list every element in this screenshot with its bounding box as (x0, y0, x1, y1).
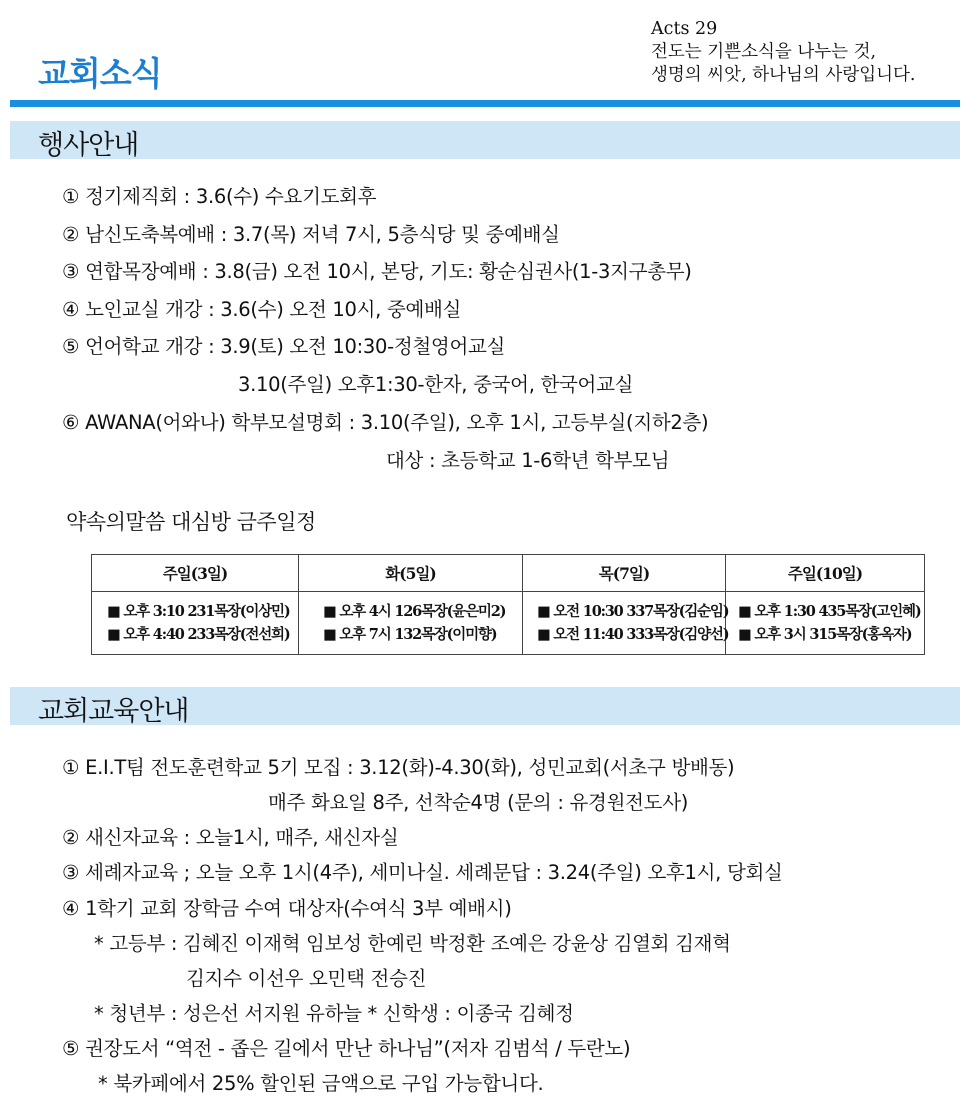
schedule-entry: ■ 오후 4시 126목장(윤은미2) (323, 603, 506, 620)
education-item-3: ③ 세례자교육 ; 오늘 오후 1시(4주), 세미나실. 세례문답 : 3.24(주일) 오후1시, 당회실 (62, 861, 783, 884)
schedule-body-row (92, 592, 925, 655)
schedule-day-header: 주일(3일) (92, 555, 299, 592)
page-title: 교회소식 (38, 54, 162, 93)
schedule-cell (726, 592, 925, 655)
schedule-entry: ■ 오후 1:30 435목장(고인혜) (738, 603, 921, 620)
motto-line-2: 생명의 씨앗, 하나님의 사랑입니다. (651, 65, 916, 85)
schedule-entry: ■ 오후 7시 132목장(이미향) (323, 626, 497, 643)
book-discount-note: * 북카페에서 25% 할인된 금액으로 구입 가능합니다. (98, 1072, 544, 1095)
education-item-1: ① E.I.T팀 전도훈련학교 5기 모집 : 3.12(화)-4.30(화), 성민교회(서초구 방배동) (62, 756, 735, 779)
visitation-schedule-table (91, 554, 925, 655)
events-item-6-cont: 대상 : 초등학교 1-6학년 학부모님 (386, 449, 670, 472)
events-item-5-cont: 3.10(주일) 오후1:30-한자, 중국어, 한국어교실 (238, 373, 634, 396)
schedule-entry: ■ 오후 3시 315목장(홍옥자) (738, 626, 912, 643)
schedule-entry: ■ 오전 10:30 337목장(김순임) (537, 603, 729, 620)
motto-line-1: 전도는 기쁜소식을 나누는 것, (651, 42, 877, 62)
title-divider (10, 100, 960, 107)
schedule-day-header: 주일(10일) (726, 555, 925, 592)
events-item-6: ⑥ AWANA(어와나) 학부모설명회 : 3.10(주일), 오후 1시, 고등부실(지하2층) (62, 411, 709, 434)
education-item-5: ⑤ 권장도서 “역전 - 좁은 길에서 만난 하나님”(저자 김범석 / 두란노) (62, 1037, 631, 1060)
events-item-5: ⑤ 언어학교 개강 : 3.9(토) 오전 10:30-정철영어교실 (62, 335, 506, 358)
education-item-4: ④ 1학기 교회 장학금 수여 대상자(수여식 3부 예배시) (62, 897, 512, 920)
schedule-cell (299, 592, 523, 655)
education-item-2: ② 새신자교육 : 오늘1시, 매주, 새신자실 (62, 826, 399, 849)
events-item-4: ④ 노인교실 개강 : 3.6(수) 오전 10시, 중예배실 (62, 298, 462, 321)
events-heading: 행사안내 (38, 130, 139, 161)
schedule-entry: ■ 오전 11:40 333목장(김양선) (537, 626, 729, 643)
scholarship-high-school-cont: 김지수 이선우 오민택 전승진 (186, 967, 427, 990)
schedule-entry: ■ 오후 4:40 233목장(전선희) (107, 626, 290, 643)
events-item-1: ① 정기제직회 : 3.6(수) 수요기도회후 (62, 185, 377, 208)
education-item-1-cont: 매주 화요일 8주, 선착순4명 (문의 : 유경원전도사) (268, 791, 689, 814)
motto-line-verse: Acts 29 (651, 19, 718, 39)
motto-block (651, 18, 915, 87)
education-heading: 교회교육안내 (38, 696, 189, 727)
scholarship-youth-seminary: * 청년부 : 성은선 서지원 유하늘 * 신학생 : 이종국 김혜정 (94, 1002, 574, 1025)
events-item-3: ③ 연합목장예배 : 3.8(금) 오전 10시, 본당, 기도: 황순심권사(1-3지구총무) (62, 260, 692, 283)
schedule-heading: 약속의말씀 대심방 금주일정 (66, 510, 316, 534)
schedule-day-header: 화(5일) (299, 555, 523, 592)
events-item-2: ② 남신도축복예배 : 3.7(목) 저녁 7시, 5층식당 및 중예배실 (62, 223, 560, 246)
schedule-cell (92, 592, 299, 655)
scholarship-high-school: * 고등부 : 김혜진 이재혁 임보성 한예린 박정환 조예은 강윤상 김열회 김재혁 (94, 932, 731, 955)
schedule-header-row (92, 555, 925, 592)
schedule-entry: ■ 오후 3:10 231목장(이상민) (107, 603, 290, 620)
schedule-cell (523, 592, 729, 655)
schedule-day-header: 목(7일) (523, 555, 726, 592)
events-section-band (10, 121, 960, 159)
